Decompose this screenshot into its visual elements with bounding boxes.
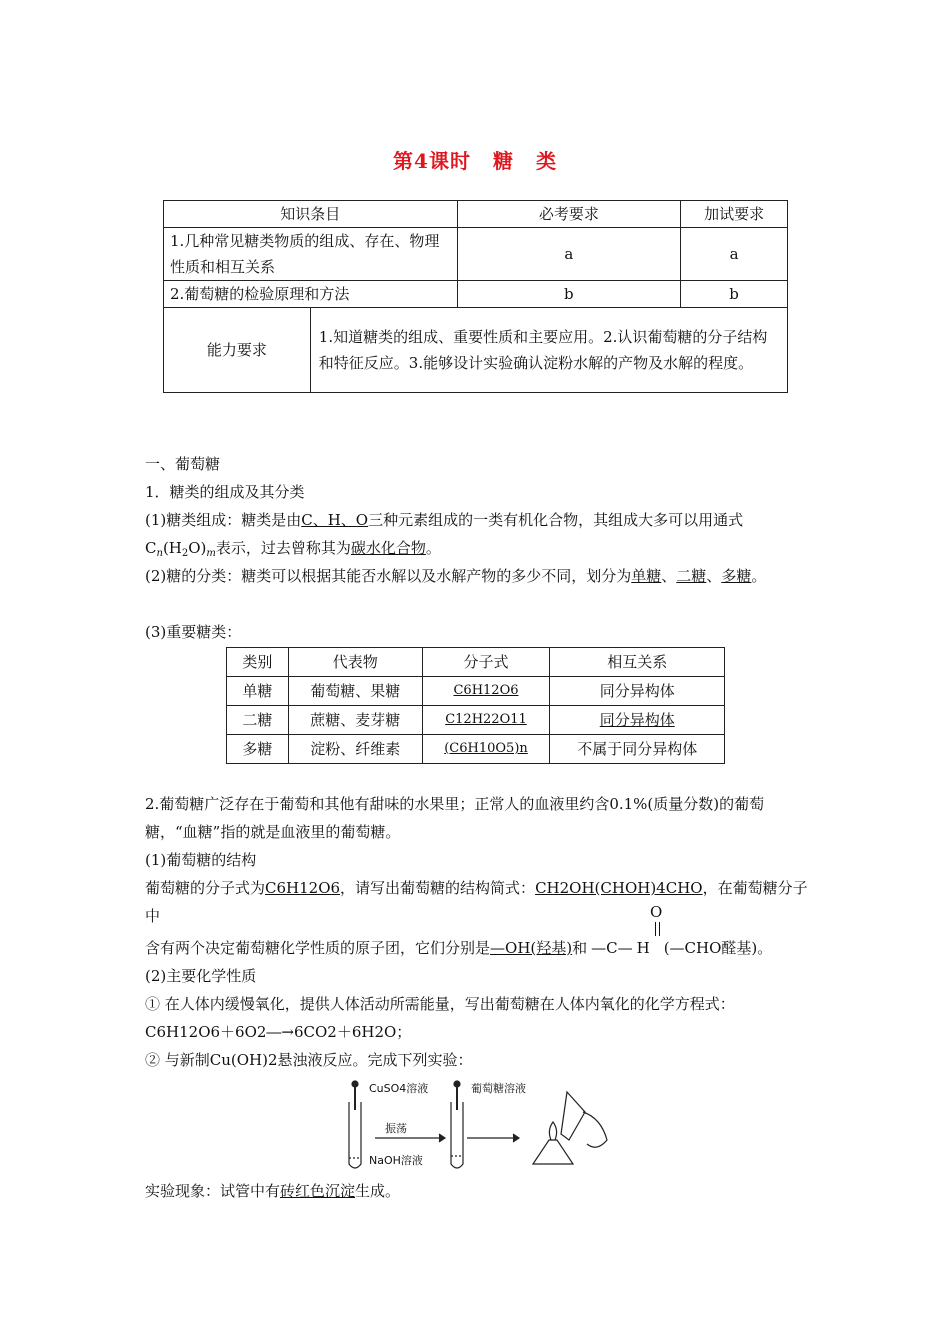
row2-must: b: [457, 281, 681, 308]
table-cell: 多糖: [227, 735, 289, 764]
hand-icon: [583, 1112, 607, 1147]
test-tube-3-icon: [561, 1092, 585, 1140]
paragraph-functional-groups: 含有两个决定葡萄糖化学性质的原子团，它们分别是—OH(羟基)和 —C— H (—CHO醛基)。: [145, 939, 773, 957]
glucose-label: 葡萄糖溶液: [471, 1082, 526, 1095]
test-tube-2-icon: [451, 1102, 463, 1168]
row1-extra: a: [681, 228, 788, 281]
cuso4-label: CuSO4溶液: [369, 1082, 429, 1095]
formula-cell: C6H12O6: [422, 677, 550, 706]
paragraph-chem-props: (2)主要化学性质: [145, 967, 257, 985]
table-cell: 同分异构体: [550, 677, 725, 706]
paragraph-observation: 实验现象：试管中有砖红色沉淀生成。: [145, 1182, 401, 1200]
header-category: 类别: [227, 648, 289, 677]
equation-oxidation: C6H12O6＋6O2―→6CO2＋6H2O；: [145, 1023, 412, 1041]
paragraph-glucose-intro: 2.葡萄糖广泛存在于葡萄和其他有甜味的水果里；正常人的血液里约含0.1%(质量分数)的葡萄糖，“血糖”指的就是血液里的葡萄糖。: [145, 795, 765, 841]
ability-text: 1.知道糖类的组成、重要性质和主要应用。2.认识葡萄糖的分子结构和特征反应。3.能够设计实验确认淀粉水解的产物及水解的程度。: [310, 308, 787, 393]
table-cell: 二糖: [227, 706, 289, 735]
table-cell: 不属于同分异构体: [550, 735, 725, 764]
alcohol-lamp-icon: [533, 1140, 573, 1164]
table-cell: 葡萄糖、果糖: [288, 677, 422, 706]
header-extra: 加试要求: [681, 201, 788, 228]
header-representative: 代表物: [288, 648, 422, 677]
subsection-heading: 1．糖类的组成及其分类: [145, 483, 305, 501]
paragraph-composition: (1)糖类组成：糖类是由C、H、O三种元素组成的一类有机化合物，其组成大多可以用通式$C_n(H_2O)_m$表示，过去曾称其为碳水化合物。: [145, 511, 744, 559]
paragraph-oxidation: ① 在人体内缓慢氧化，提供人体活动所需能量，写出葡萄糖在人体内氧化的化学方程式：: [145, 995, 735, 1013]
table-cell: 淀粉、纤维素: [288, 735, 422, 764]
paragraph-cuoh2: ② 与新制Cu(OH)2悬浊液反应。完成下列实验：: [145, 1051, 473, 1069]
formula-cell: C12H22O11: [422, 706, 550, 735]
table-cell: 同分异构体: [550, 706, 725, 735]
shake-label: 振荡: [385, 1122, 407, 1135]
row2-extra: b: [681, 281, 788, 308]
formula-cell: (C6H10O5)n: [422, 735, 550, 764]
paragraph-structure-heading: (1)葡萄糖的结构: [145, 851, 257, 869]
sugar-table: [226, 647, 725, 764]
row1-item: 1.几种常见糖类物质的组成、存在、物理性质和相互关系: [164, 228, 458, 281]
header-must: 必考要求: [457, 201, 681, 228]
experiment-figure: [335, 1078, 620, 1178]
aldehyde-oxygen: O: [650, 903, 663, 921]
paragraph-structure: 葡萄糖的分子式为C6H12O6，请写出葡萄糖的结构简式：CH2OH(CHOH)4CHO，在葡萄糖分子中: [145, 879, 808, 925]
header-item: 知识条目: [164, 201, 458, 228]
header-formula: 分子式: [422, 648, 550, 677]
requirements-table: [163, 200, 788, 393]
naoh-label: NaOH溶液: [369, 1154, 423, 1167]
page-title: 第4课时 糖 类: [393, 149, 557, 173]
row2-item: 2.葡萄糖的检验原理和方法: [164, 281, 458, 308]
table-cell: 单糖: [227, 677, 289, 706]
section-heading: 一、葡萄糖: [145, 455, 221, 473]
table-cell: 蔗糖、麦芽糖: [288, 706, 422, 735]
aldehyde-group: —C—: [591, 939, 633, 957]
ability-label: 能力要求: [164, 308, 311, 393]
flame-icon: [549, 1122, 556, 1140]
row1-must: a: [457, 228, 681, 281]
header-relation: 相互关系: [550, 648, 725, 677]
paragraph-important-sugars: (3)重要糖类：: [145, 623, 242, 641]
paragraph-classification: (2)糖的分类：糖类可以根据其能否水解以及水解产物的多少不同，划分为单糖、二糖、多糖。: [145, 567, 767, 585]
